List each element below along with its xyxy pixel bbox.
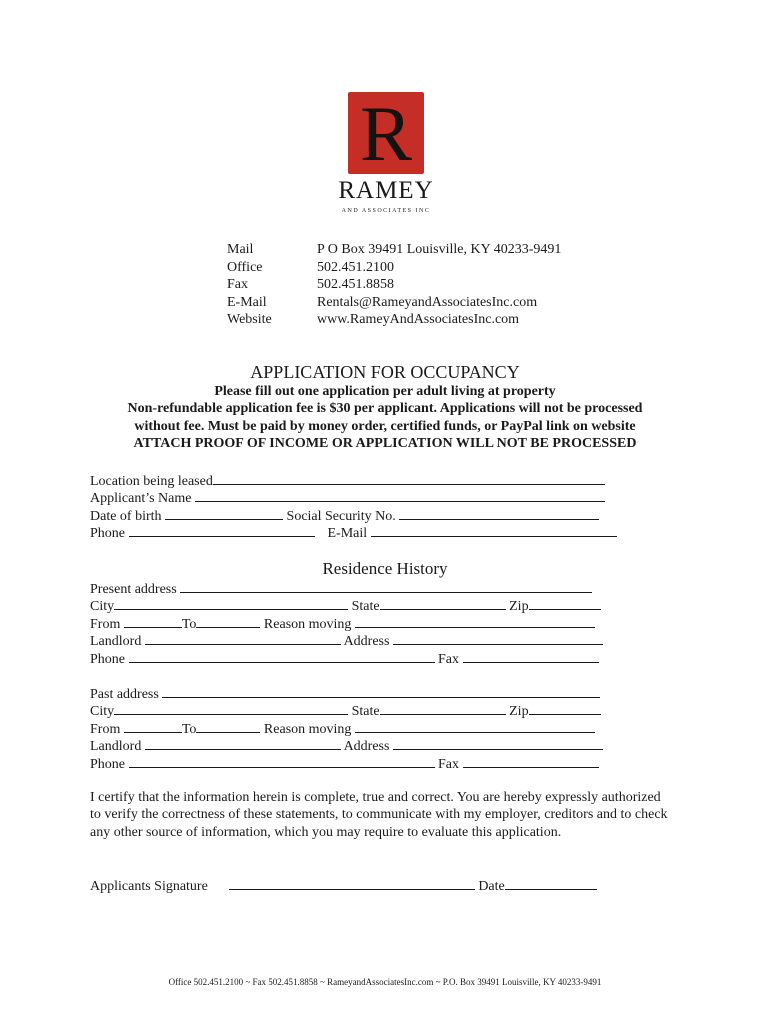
contact-value: www.RameyAndAssociatesInc.com <box>317 312 520 328</box>
present-dates-field <box>90 614 603 631</box>
logo-name: RAMEY <box>338 177 434 204</box>
dob-ssn-field <box>90 506 617 523</box>
from-input[interactable] <box>124 719 182 733</box>
name-input[interactable] <box>195 488 605 502</box>
contact-value: 502.451.2100 <box>317 259 394 275</box>
city-label: City <box>90 704 115 720</box>
date-label: Date <box>478 879 505 894</box>
landlord-input[interactable] <box>145 736 341 750</box>
past-residence-section <box>90 684 603 771</box>
zip-label: Zip <box>509 704 529 720</box>
contact-value: Rentals@RameyandAssociatesInc.com <box>317 294 538 310</box>
state-input[interactable] <box>380 701 506 715</box>
logo-subtitle: AND ASSOCIATES INC <box>341 208 431 214</box>
to-input[interactable] <box>196 719 260 733</box>
ssn-label: Social Security No. <box>286 508 396 524</box>
past-address-input[interactable] <box>162 684 600 698</box>
logo-mark <box>348 90 424 177</box>
dob-label: Date of birth <box>90 508 162 524</box>
past-address-field <box>90 684 603 701</box>
signature-label: Applicants Signature <box>90 879 208 894</box>
contact-label: Fax <box>227 277 248 293</box>
from-label: From <box>90 721 121 737</box>
present-address-input[interactable] <box>180 579 592 593</box>
signature-field <box>90 876 597 895</box>
applicant-section <box>90 471 617 541</box>
zip-input[interactable] <box>529 701 601 715</box>
to-label: To <box>181 616 197 632</box>
past-landlord-field <box>90 736 603 753</box>
landlord-address-input[interactable] <box>393 631 603 645</box>
dob-input[interactable] <box>165 506 283 520</box>
past-dates-field <box>90 719 603 736</box>
ssn-input[interactable] <box>399 506 599 520</box>
name-label: Applicant’s Name <box>90 491 192 507</box>
instructions <box>0 383 770 452</box>
to-input[interactable] <box>196 614 260 628</box>
landlord-label: Landlord <box>90 634 142 650</box>
fax-input[interactable] <box>463 754 599 768</box>
contact-row-email <box>227 294 561 312</box>
contact-label: Office <box>227 259 263 275</box>
page-title: APPLICATION FOR OCCUPANCY <box>250 362 520 382</box>
zip-label: Zip <box>509 599 529 615</box>
reason-label: Reason moving <box>263 616 352 632</box>
contact-label: Mail <box>227 242 254 257</box>
date-input[interactable] <box>505 876 597 890</box>
contact-row-office <box>227 259 561 277</box>
instruction-line: Non-refundable application fee is $30 per applicant. Applications will not be processed <box>127 401 643 417</box>
to-label: To <box>181 721 197 737</box>
phone-label: Phone <box>90 526 125 542</box>
present-city-field <box>90 596 603 613</box>
present-landlord-field <box>90 631 603 648</box>
instruction-line: ATTACH PROOF OF INCOME OR APPLICATION WILL NOT BE PROCESSED <box>133 435 637 451</box>
location-field <box>90 471 617 488</box>
reason-input[interactable] <box>355 719 595 733</box>
company-logo <box>330 92 442 214</box>
instruction-line: without fee. Must be paid by money order, certified funds, or PayPal link on website <box>134 418 636 434</box>
landlord-label: Landlord <box>90 739 142 755</box>
contact-label: E-Mail <box>227 294 267 310</box>
landlord-address-input[interactable] <box>393 736 603 750</box>
present-residence-section <box>90 579 603 666</box>
landlord-input[interactable] <box>145 631 341 645</box>
past-city-field <box>90 701 603 718</box>
contact-value: P O Box 39491 Louisville, KY 40233-9491 <box>317 242 562 257</box>
fax-label: Fax <box>438 756 459 772</box>
contact-value: 502.451.8858 <box>317 277 394 293</box>
zip-input[interactable] <box>529 596 601 610</box>
phone-label: Phone <box>90 756 125 772</box>
state-input[interactable] <box>380 596 506 610</box>
phone-email-field <box>90 523 617 540</box>
fax-input[interactable] <box>463 649 599 663</box>
reason-input[interactable] <box>355 614 595 628</box>
from-input[interactable] <box>124 614 182 628</box>
landlord-address-label: Address <box>343 634 390 650</box>
city-label: City <box>90 599 115 615</box>
present-address-field <box>90 579 603 596</box>
contact-row-mail <box>227 241 561 259</box>
present-address-label: Present address <box>90 582 177 597</box>
contact-label: Website <box>227 312 272 328</box>
state-label: State <box>351 599 380 615</box>
phone-input[interactable] <box>129 523 315 537</box>
state-label: State <box>351 704 380 720</box>
certification-text: I certify that the information herein is complete, true and correct. You are hereby expressly authorized to verify the correctness of these statements, to communicate with my employer, creditors and to check any other source of information, which you may require to evaluate this application. <box>90 790 668 840</box>
location-input[interactable] <box>213 471 605 485</box>
contact-block <box>227 241 561 329</box>
logo-letter: R <box>359 90 413 177</box>
instruction-line: Please fill out one application per adult living at property <box>214 384 556 399</box>
contact-row-fax <box>227 276 561 294</box>
contact-row-website <box>227 311 561 329</box>
past-phone-field <box>90 754 603 771</box>
phone-input[interactable] <box>129 649 435 663</box>
page-footer: Office 502.451.2100 ~ Fax 502.451.8858 ~ RameyandAssociatesInc.com ~ P.O. Box 39491 Louisville, KY 40233-9491 <box>168 977 602 987</box>
reason-label: Reason moving <box>263 721 352 737</box>
landlord-address-label: Address <box>343 739 390 755</box>
phone-label: Phone <box>90 651 125 667</box>
signature-input[interactable] <box>229 876 475 890</box>
past-address-label: Past address <box>90 687 159 702</box>
location-label: Location being leased <box>90 474 213 489</box>
name-field <box>90 488 617 505</box>
phone-input[interactable] <box>129 754 435 768</box>
city-input[interactable] <box>114 701 348 715</box>
fax-label: Fax <box>438 651 459 667</box>
email-input[interactable] <box>371 523 617 537</box>
residence-history-title: Residence History <box>322 559 448 578</box>
email-label: E-Mail <box>327 526 368 542</box>
from-label: From <box>90 616 121 632</box>
city-input[interactable] <box>114 596 348 610</box>
present-phone-field <box>90 649 603 666</box>
